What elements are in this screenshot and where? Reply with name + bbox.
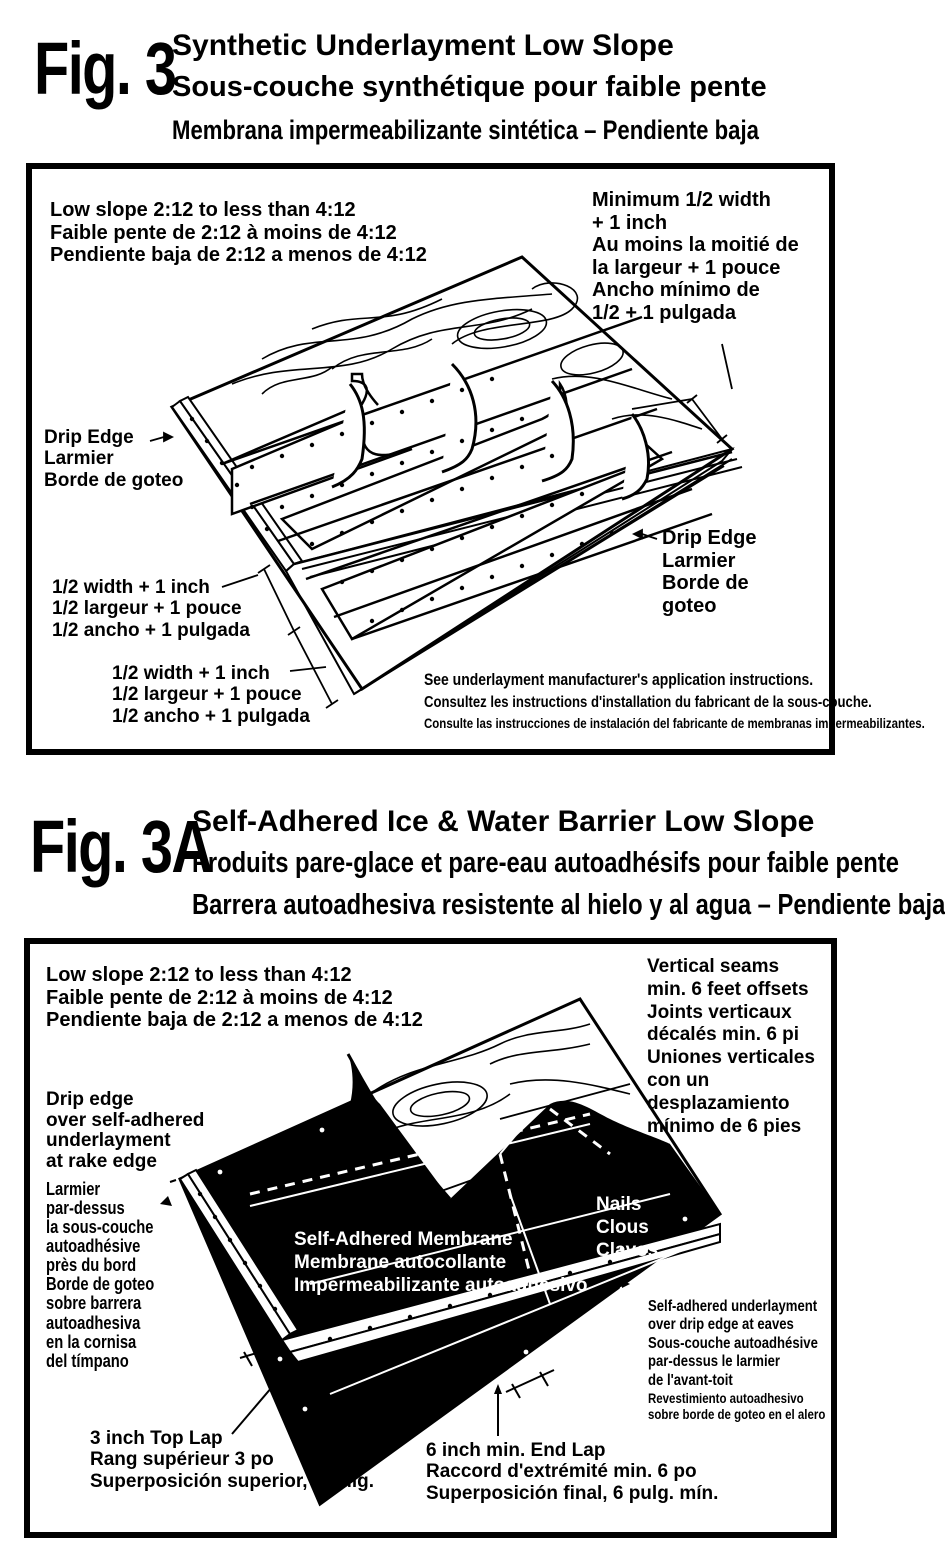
fig3-half-width-label-1: 1/2 width + 1 inch 1/2 largeur + 1 pouce 1/2 ancho + 1 pulgada xyxy=(52,577,250,641)
fig3a-membrane-label: Self-Adhered Membrane Membrane autocollante Impermeabilizante autoadhesivo xyxy=(294,1229,588,1297)
fig3-number: Fig. 3 xyxy=(34,27,176,110)
fig3-title-es: Membrana impermeabilizante sintética – Pendiente baja xyxy=(172,115,759,145)
fig3a-end-lap-note: 6 inch min. End Lap Raccord d'extrémité min. 6 po Superposición final, 6 pulg. mín. xyxy=(426,1440,719,1504)
fig3a-title-en: Self-Adhered Ice & Water Barrier Low Slope xyxy=(192,805,815,838)
fig3-drip-edge-left-label: Drip Edge Larmier Borde de goteo xyxy=(44,427,184,491)
fig3-diagram-frame xyxy=(26,163,925,755)
fig3-minimum-width-label: Minimum 1/2 width + 1 inch Au moins la moitié de la largeur + 1 pouce Ancho mínimo de 1/2 + 1 pulgada xyxy=(592,189,799,324)
fig3a-number: Fig. 3A xyxy=(30,805,212,888)
fig3a-eaves-label-block: Self-adhered underlayment over drip edge at eaves Sous-couche autoadhésive par-dessus le larmier de l'avant-toit Revestimiento autoadhesivo sobre borde de goteo en el alero xyxy=(648,1298,826,1423)
fig3a-larmier-rake-label: Larmier par-dessus la sous-couche autoadhésive près du bord Borde de goteo sobre barrera autoadhesiva en la cornisa del tímpano xyxy=(46,1179,155,1371)
fig3-drip-edge-right-label: Drip Edge Larmier Borde de goteo xyxy=(662,527,757,617)
fig3-slope-label: Low slope 2:12 to less than 4:12 Faible pente de 2:12 à moins de 4:12 Pendiente baja de 2:12 a menos de 4:12 xyxy=(50,199,427,267)
fig3a-top-lap-note: 3 inch Top Lap Rang supérieur 3 po Superposición superior, 3 pulg. xyxy=(90,1428,374,1492)
fig3-instructions-note: See underlayment manufacturer's application instructions. Consultez les instructions d'installation du fabricant de la sous-couche. Consulte las instrucciones de instalación del fabricante de membranas impermeabilizantes. xyxy=(424,670,925,731)
fig3-title-en: Synthetic Underlayment Low Slope xyxy=(172,29,674,62)
fig3a-nails-label: Nails Clous Clavos xyxy=(596,1194,659,1261)
fig3-half-width-label-2: 1/2 width + 1 inch 1/2 largeur + 1 pouce 1/2 ancho + 1 pulgada xyxy=(112,663,310,727)
fig3a-vertical-seams-label: Vertical seams min. 6 feet offsets Joints verticaux décalés min. 6 pi Uniones verticales con un desplazamiento mínimo de 6 pies xyxy=(647,956,815,1137)
fig3a-drip-edge-rake-label: Drip edge over self-adhered underlayment at rake edge xyxy=(46,1089,205,1172)
fig3-title-fr: Sous-couche synthétique pour faible pente xyxy=(172,71,767,103)
fig3a-slope-label: Low slope 2:12 to less than 4:12 Faible pente de 2:12 à moins de 4:12 Pendiente baja de 2:12 a menos de 4:12 xyxy=(46,964,423,1032)
fig3a-title-es: Barrera autoadhesiva resistente al hielo y al agua – Pendiente baja xyxy=(192,889,945,921)
fig3a-title-fr: Produits pare-glace et pare-eau autoadhésifs pour faible pente xyxy=(192,847,899,879)
